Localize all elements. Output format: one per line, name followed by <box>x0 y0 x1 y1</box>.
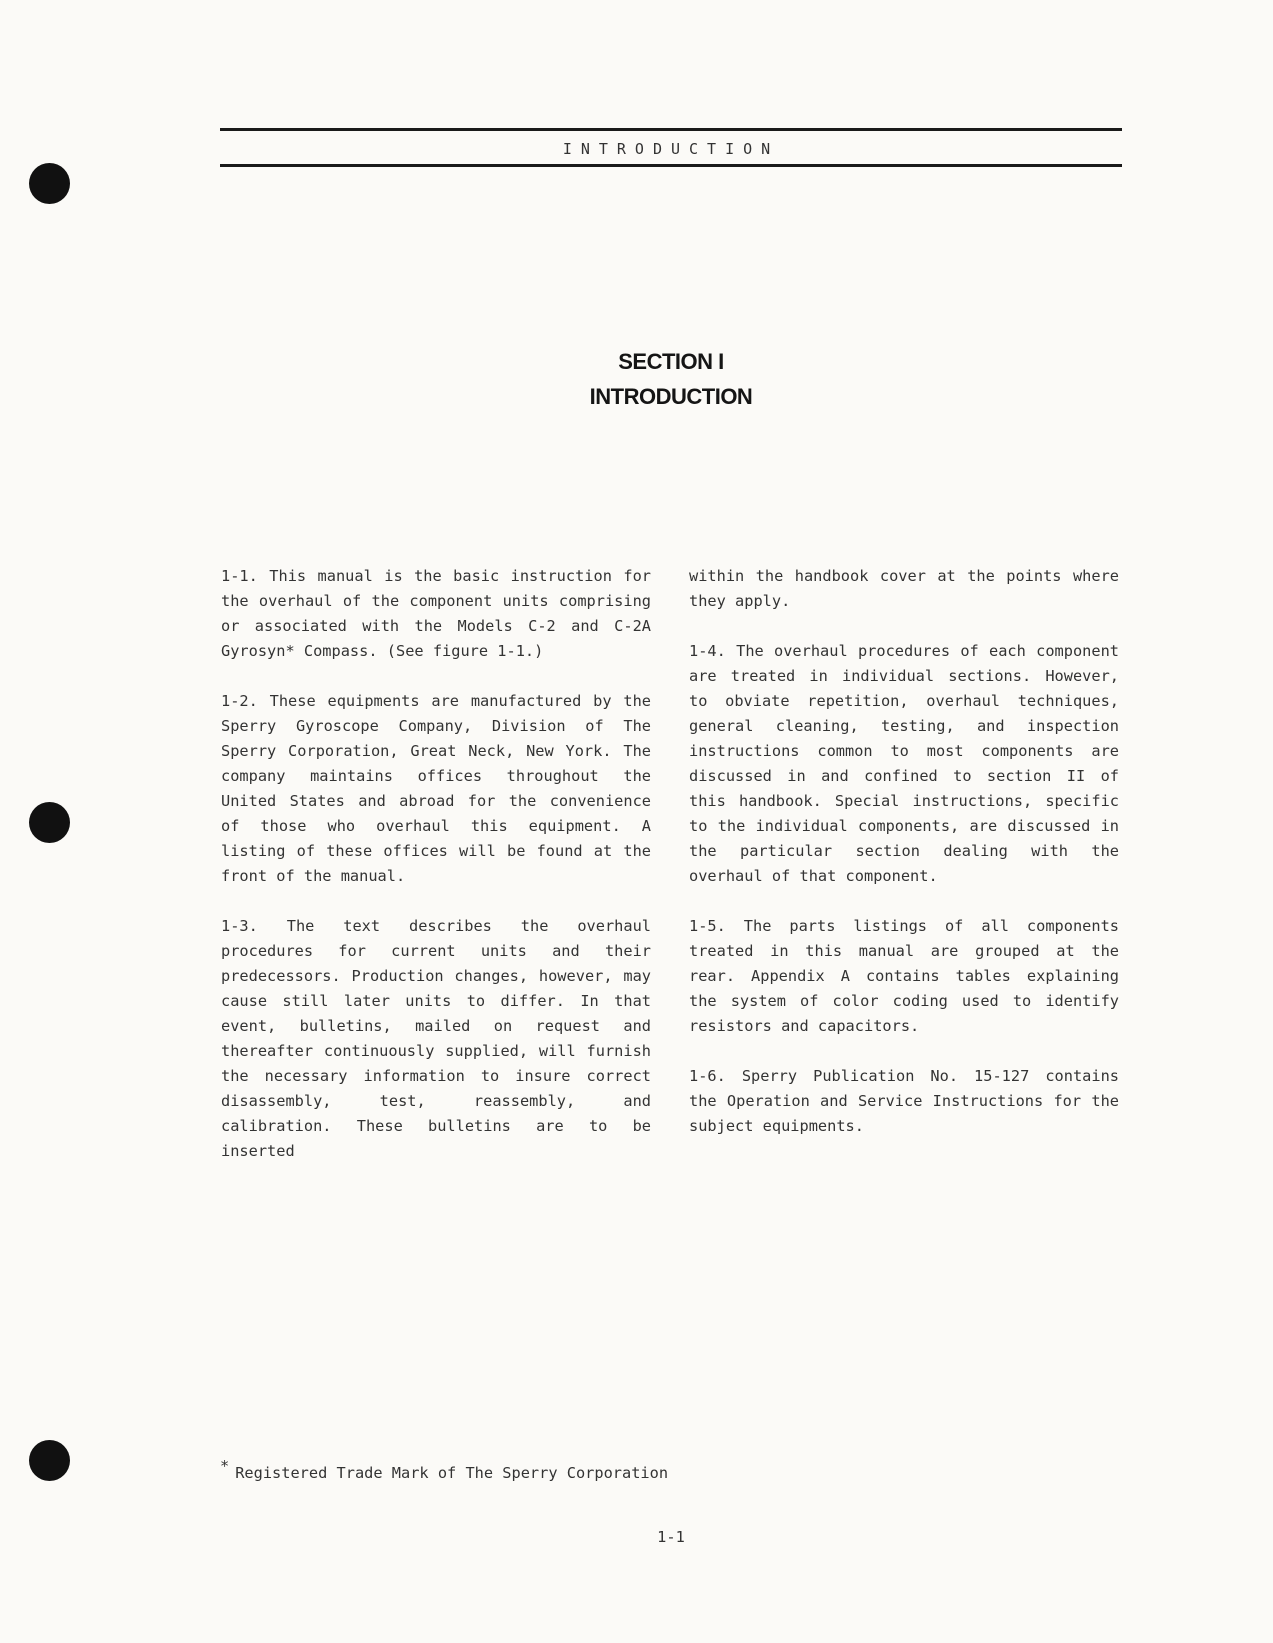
left-column <box>221 564 651 1189</box>
header-rule-bottom <box>220 164 1122 167</box>
right-column <box>689 564 1119 1164</box>
binder-hole-bottom <box>29 1440 70 1481</box>
header-rule-top <box>220 128 1122 131</box>
paragraph-1-3: 1-3. The text describes the overhaul procedures for current units and their predecessors. Production changes, however, may cause still later units to differ. In that event, bulletins, mailed on request and thereafter continuously supplied, will furnish the necessary information to insure correct disassembly, test, reassembly, and calibration. These bulletins are to be inserted <box>221 917 651 1160</box>
footnote-text: Registered Trade Mark of The Sperry Corporation <box>235 1464 669 1482</box>
paragraph-1-2: 1-2. These equipments are manufactured by the Sperry Gyroscope Company, Division of The Sperry Corporation, Great Neck, New York. The company maintains offices throughout the United States and abroad for the convenience of those who overhaul this equipment. A listing of these offices will be found at the front of the manual. <box>221 692 651 885</box>
section-heading <box>220 344 1122 414</box>
page-number: 1-1 <box>657 1528 685 1546</box>
paragraph-1-6: 1-6. Sperry Publication No. 15-127 contains the Operation and Service Instructions for the subject equipments. <box>689 1067 1119 1135</box>
running-header: INTRODUCTION <box>562 140 780 158</box>
paragraph-1-3-continued: within the handbook cover at the points where they apply. <box>689 567 1119 610</box>
section-title: INTRODUCTION <box>589 384 753 409</box>
paragraph-1-4: 1-4. The overhaul procedures of each component are treated in individual sections. However, to obviate repetition, overhaul techniques, general cleaning, testing, and inspection instructions common to most components are discussed in and confined to section II of this handbook. Special instructions, specific to the individual components, are discussed in the particular section dealing with the overhaul of that component. <box>689 642 1119 885</box>
footnote-marker: * <box>220 1457 230 1475</box>
footnote <box>220 1457 669 1482</box>
paragraph-1-1: 1-1. This manual is the basic instruction for the overhaul of the component units comprising or associated with the Models C-2 and C-2A Gyrosyn* Compass. (See figure 1-1.) <box>221 567 651 660</box>
paragraph-1-5: 1-5. The parts listings of all components treated in this manual are grouped at the rear. Appendix A contains tables explaining the system of color coding used to identify resistors and capacitors. <box>689 917 1119 1035</box>
section-number: SECTION I <box>618 349 724 374</box>
binder-hole-middle <box>29 802 70 843</box>
binder-hole-top <box>29 163 70 204</box>
